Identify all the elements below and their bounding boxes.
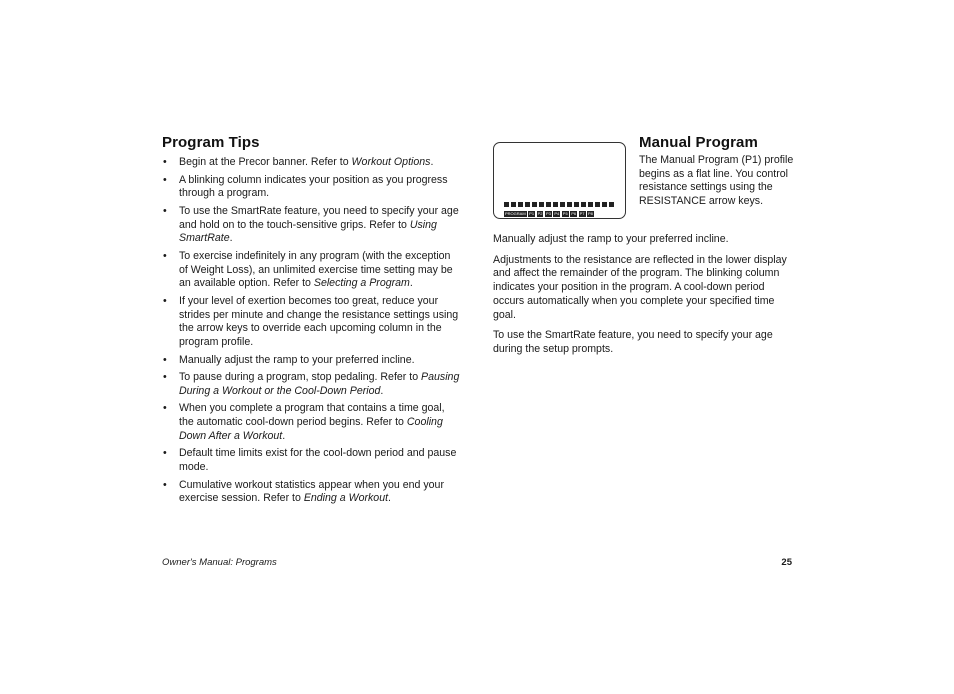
footer-section-title: Owner's Manual: Programs bbox=[162, 557, 277, 568]
bullet-marker: • bbox=[163, 156, 167, 168]
tip-reference: Selecting a Program bbox=[313, 277, 410, 290]
profile-column bbox=[595, 202, 600, 207]
program-label: P6 bbox=[571, 211, 577, 216]
program-label: PROGRAM bbox=[505, 211, 526, 216]
tip-text-end: . bbox=[409, 277, 413, 290]
tip-text: Begin at the Precor banner. Refer to bbox=[179, 156, 352, 168]
profile-column bbox=[518, 202, 523, 207]
tip-item bbox=[162, 174, 462, 201]
profile-column bbox=[609, 202, 614, 207]
tip-reference: Cooling Down After a Workout bbox=[179, 416, 443, 442]
tip-item bbox=[162, 479, 462, 506]
tip-text-end: . bbox=[430, 156, 434, 168]
tip-text-end: . bbox=[388, 492, 391, 505]
tip-text: Manually adjust the ramp to your preferred incline. bbox=[179, 353, 415, 366]
program-tips-list bbox=[162, 156, 462, 506]
tip-text-end: . bbox=[229, 232, 233, 245]
tip-text: Default time limits exist for the cool-down period and pause mode. bbox=[179, 447, 457, 474]
bullet-marker: • bbox=[163, 294, 167, 307]
paragraph-incline: Manually adjust the ramp to your preferred incline. bbox=[493, 233, 729, 245]
profile-column bbox=[504, 202, 509, 207]
tip-item bbox=[162, 447, 462, 474]
program-label: P5 bbox=[562, 211, 568, 216]
profile-column bbox=[532, 202, 537, 207]
profile-column bbox=[581, 202, 586, 207]
bullet-marker: • bbox=[163, 249, 167, 262]
bullet-marker: • bbox=[163, 204, 167, 217]
program-label: P2 bbox=[537, 211, 543, 216]
tip-text: If your level of exertion becomes too great, reduce your strides per minute and change the resistance settings using the arrow keys to override each upcoming column in the program profile. bbox=[179, 294, 459, 348]
tip-reference: Using SmartRate bbox=[179, 218, 437, 245]
tip-item bbox=[162, 156, 462, 170]
bullet-marker: • bbox=[163, 447, 167, 460]
paragraph-smartrate: To use the SmartRate feature, you need to specify your age during the setup prompts. bbox=[493, 329, 773, 355]
profile-columns bbox=[504, 202, 614, 207]
tip-text: To pause during a program, stop pedaling. Refer to bbox=[179, 371, 422, 384]
program-label: P3 bbox=[545, 211, 551, 216]
profile-column bbox=[574, 202, 579, 207]
paragraph-adjustments: Adjustments to the resistance are reflected in the lower display and affect the remainder of the program. The blinking column indicates your position in the program. A cool-down period occurs automatically when you complete your specified time goal. bbox=[493, 253, 787, 321]
profile-column bbox=[525, 202, 530, 207]
tip-text-end: . bbox=[282, 429, 286, 442]
manual-program-body bbox=[493, 233, 795, 364]
tip-item bbox=[162, 402, 462, 443]
tip-item bbox=[162, 354, 462, 368]
page-number: 25 bbox=[781, 557, 792, 568]
tip-reference: Pausing During a Workout or the Cool-Down Period bbox=[179, 371, 460, 397]
program-label: P4 bbox=[554, 211, 560, 216]
bullet-marker: • bbox=[163, 402, 167, 415]
profile-column bbox=[588, 202, 593, 207]
tip-text-end: . bbox=[380, 384, 384, 397]
tip-reference: Ending a Workout bbox=[303, 492, 389, 505]
manual-program-header bbox=[639, 134, 799, 209]
program-labels bbox=[504, 211, 594, 217]
program-tips-section bbox=[162, 134, 462, 510]
profile-column bbox=[567, 202, 572, 207]
bullet-marker: • bbox=[163, 353, 167, 366]
bullet-marker: • bbox=[163, 371, 167, 384]
profile-column bbox=[546, 202, 551, 207]
tip-item bbox=[162, 250, 462, 291]
tip-text: A blinking column indicates your position as you progress through a program. bbox=[179, 173, 448, 200]
tip-text: When you complete a program that contains a time goal, the automatic cool-down period begins. Refer to bbox=[179, 402, 445, 429]
tip-reference: Workout Options bbox=[351, 156, 431, 168]
tip-text: To exercise indefinitely in any program (with the exception of Weight Loss), an unlimited exercise time setting may be an available option. Refer to bbox=[179, 249, 453, 290]
tip-item bbox=[162, 205, 462, 246]
manual-program-heading: Manual Program bbox=[639, 134, 758, 151]
tip-text: Cumulative workout statistics appear when you end your exercise session. Refer to bbox=[179, 478, 444, 505]
program-label: P8 bbox=[588, 211, 593, 216]
profile-column bbox=[511, 202, 516, 207]
profile-column bbox=[553, 202, 558, 207]
profile-column bbox=[602, 202, 607, 207]
program-tips-heading: Program Tips bbox=[162, 134, 260, 151]
bullet-marker: • bbox=[163, 478, 167, 491]
tip-text: To use the SmartRate feature, you need to specify your age and hold on to the touch-sensitive grips. Refer to bbox=[179, 204, 459, 231]
program-label: P7 bbox=[579, 211, 585, 216]
bullet-marker: • bbox=[163, 173, 167, 186]
profile-column bbox=[539, 202, 544, 207]
console-display-illustration bbox=[493, 142, 626, 219]
manual-program-intro: The Manual Program (P1) profile begins as a flat line. You control resistance settings using the RESISTANCE arrow keys. bbox=[639, 154, 794, 208]
tip-item bbox=[162, 295, 462, 350]
tip-item bbox=[162, 371, 462, 398]
program-label: P1 bbox=[529, 211, 535, 216]
profile-column bbox=[560, 202, 565, 207]
